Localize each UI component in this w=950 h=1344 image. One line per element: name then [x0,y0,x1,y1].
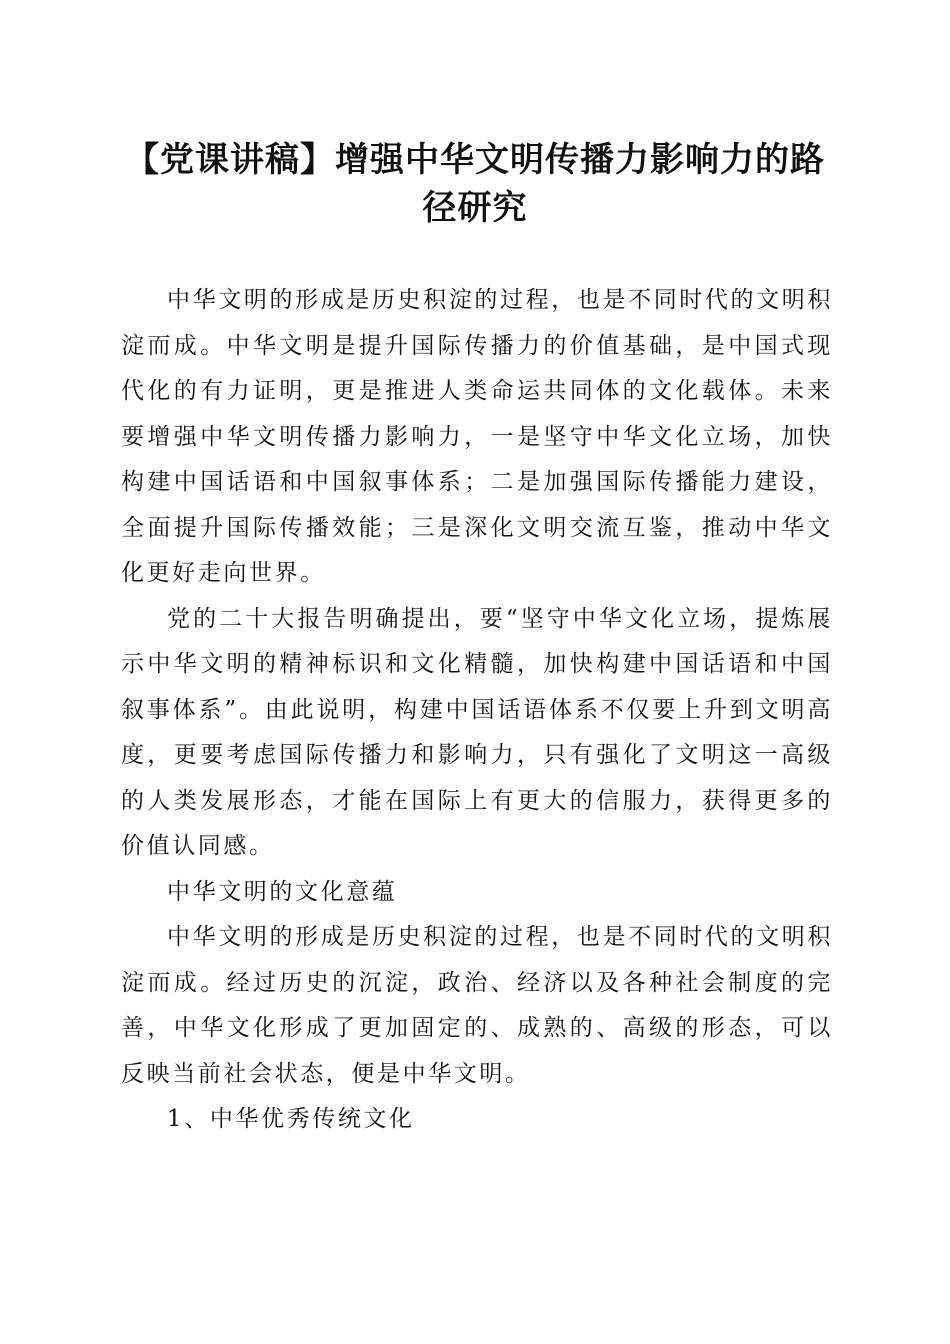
paragraph-intro: 中华文明的形成是历史积淀的过程，也是不同时代的文明积淀而成。中华文明是提升国际传播力的价值基础，是中国式现代化的有力证明，更是推进人类命运共同体的文化载体。未来要增强中华文明传播力影响力，一是坚守中华文化立场，加快构建中国话语和中国叙事体系；二是加强国际传播能力建设，全面提升国际传播效能；三是深化文明交流互鉴，推动中华文化更好走向世界。 [121,287,833,586]
paragraph-cultural-meaning: 中华文明的形成是历史积淀的过程，也是不同时代的文明积淀而成。经过历史的沉淀，政治、经济以及各种社会制度的完善，中华文化形成了更加固定的、成熟的、高级的形态，可以反映当前社会状态，便是中华文明。 [121,924,833,1087]
paragraph-report: 党的二十大报告明确提出，要“坚守中华文化立场，提炼展示中华文明的精神标识和文化精髓，加快构建中国话语和中国叙事体系”。由此说明，构建中国话语体系不仅要上升到文明高度，更要考虑国际传播力和影响力，只有强化了文明这一高级的人类发展形态，才能在国际上有更大的信服力，获得更多的价值认同感。 [121,605,833,859]
subsection-heading: 1、中华优秀传统文化 [167,1106,415,1132]
document-body [121,278,833,1143]
section-heading: 中华文明的文化意蕴 [167,878,398,905]
document-title: 【党课讲稿】增强中华文明传播力影响力的路径研究 [125,140,825,228]
